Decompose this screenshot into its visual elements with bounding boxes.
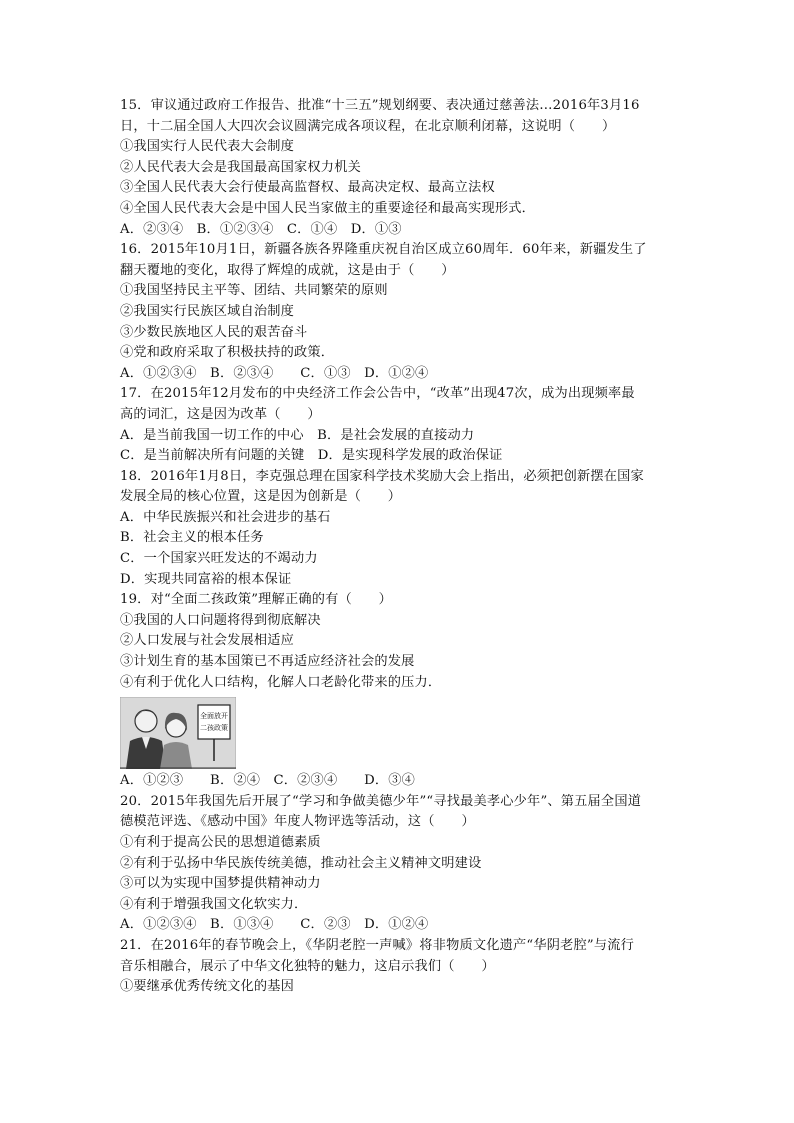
statement-item: ④全国人民代表大会是中国人民当家做主的重要途径和最高实现形式． — [120, 200, 536, 216]
statement-item: ④有利于优化人口结构，化解人口老龄化带来的压力． — [120, 674, 442, 690]
statement-item: ③少数民族地区人民的艰苦奋斗 — [120, 324, 308, 340]
question-16 — [120, 240, 680, 384]
statement-item: ③全国人民代表大会行使最高监督权、最高决定权、最高立法权 — [120, 180, 495, 196]
question-stem: 21．在2016年的春节晚会上，《华阴老腔一声喊》将非物质文化遗产“华阴老腔”与流行 — [120, 937, 634, 953]
question-stem: 翻天覆地的变化，取得了辉煌的成就，这是由于（ ） — [120, 262, 455, 278]
question-stem: 15．审议通过政府工作报告、批准“十三五”规划纲要、表决通过慈善法…2016年3月16 — [120, 98, 640, 113]
statement-item: ③可以为实现中国梦提供精神动力 — [120, 876, 321, 892]
statement-item: ①有利于提高公民的思想道德素质 — [120, 835, 321, 850]
answer-options: A．①②③ B．②④ C．②③④ D．③④ — [120, 773, 416, 789]
question-stem: 发展全局的核心位置，这是因为创新是（ ） — [120, 489, 402, 505]
question-20 — [120, 792, 680, 936]
answer-option: C．一个国家兴旺发达的不竭动力 — [120, 551, 318, 567]
statement-item: ③计划生育的基本国策已不再适应经济社会的发展 — [120, 654, 415, 670]
statement-item: ①我国实行人民代表大会制度 — [120, 139, 295, 155]
sign-text-2: 二孩政策 — [200, 724, 228, 733]
question-19 — [120, 590, 680, 792]
cartoon-couple-image — [120, 697, 236, 769]
statement-item: ②我国实行民族区域自治制度 — [120, 303, 295, 319]
statement-item: ①要继承优秀传统文化的基因 — [120, 979, 295, 995]
question-stem: 19．对“全面二孩政策”理解正确的有（ ） — [120, 592, 393, 608]
answer-options: A．①②③④ B．②③④ C．①③ D．①②④ — [120, 365, 429, 381]
question-18 — [120, 467, 680, 591]
question-stem: 17．在2015年12月发布的中央经济工作会公告中，“改革”出现47次，成为出现频率最 — [120, 386, 635, 402]
answer-options: A．①②③④ B．①③④ C．②③ D．①②④ — [120, 917, 429, 933]
question-stem: 16．2015年10月1日，新疆各族各界隆重庆祝自治区成立60周年．60年来，新疆发生了 — [120, 242, 647, 258]
question-stem: 音乐相融合，展示了中华文化独特的魅力，这启示我们（ ） — [120, 958, 495, 974]
statement-item: ②人民代表大会是我国最高国家权力机关 — [120, 159, 361, 175]
question-15 — [120, 96, 680, 240]
question-17 — [120, 384, 680, 466]
question-stem: 18．2016年1月8日，李克强总理在国家科学技术奖励大会上指出，必须把创新摆在国家 — [120, 468, 644, 484]
question-stem: 高的词汇，这是因为改革（ ） — [120, 406, 321, 422]
answer-options: A．②③④ B．①②③④ C．①④ D．①③ — [120, 221, 402, 237]
statement-item: ①我国坚持民主平等、团结、共同繁荣的原则 — [120, 283, 388, 299]
exam-page — [120, 96, 680, 998]
answer-option: A．中华民族振兴和社会进步的基石 — [120, 509, 331, 525]
statement-item: ④有利于增强我国文化软实力． — [120, 896, 308, 912]
answer-option: D．实现共同富裕的根本保证 — [120, 571, 292, 587]
question-stem: 德模范评选、《感动中国》年度人物评选等活动，这（ ） — [120, 814, 475, 830]
answer-options: C．是当前解决所有问题的关键 D．是实现科学发展的政治保证 — [120, 448, 503, 464]
two-child-policy-illustration — [120, 697, 236, 769]
statement-item: ④党和政府采取了积极扶持的政策． — [120, 345, 335, 361]
question-stem: 20．2015年我国先后开展了“学习和争做美德少年”“寻找最美孝心少年”、第五届全国道 — [120, 793, 642, 809]
statement-item: ②人口发展与社会发展相适应 — [120, 633, 295, 649]
statement-item: ①我国的人口问题将得到彻底解决 — [120, 612, 321, 628]
answer-options: A．是当前我国一切工作的中心 B．是社会发展的直接动力 — [120, 427, 475, 443]
answer-option: B．社会主义的根本任务 — [120, 530, 264, 546]
question-21 — [120, 936, 680, 998]
question-stem: 日，十二届全国人大四次会议圆满完成各项议程，在北京顺利闭幕，这说明（ ） — [120, 118, 616, 134]
sign-text-1: 全面放开 — [200, 712, 228, 721]
statement-item: ②有利于弘扬中华民族传统美德，推动社会主义精神文明建设 — [120, 855, 482, 871]
